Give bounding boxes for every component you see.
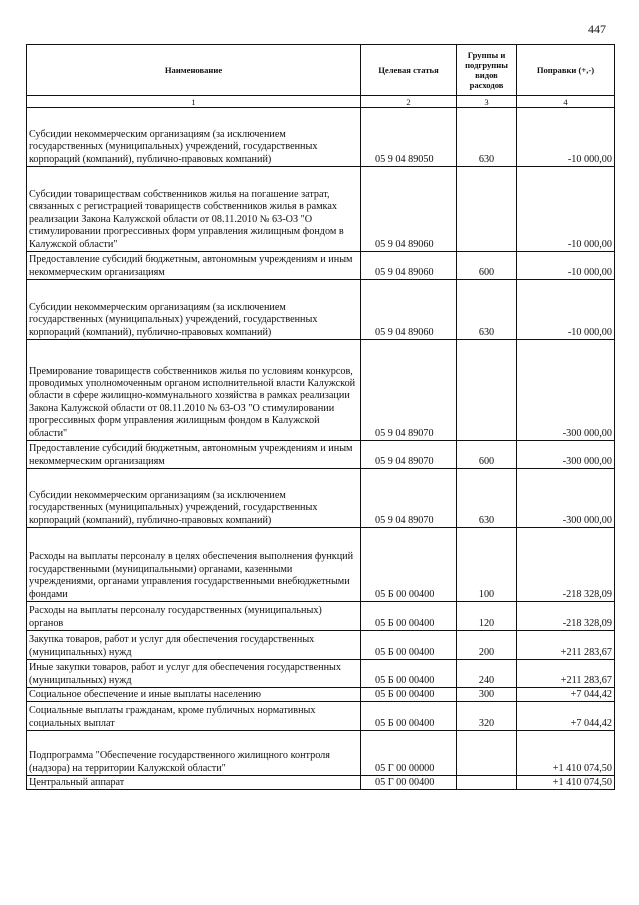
row-amount: +7 044,42	[517, 702, 615, 731]
row-name: Подпрограмма "Обеспечение государственного жилищного контроля (надзора) на территории Калужской области"	[27, 731, 361, 776]
header-name: Наименование	[27, 45, 361, 96]
row-group	[457, 167, 517, 252]
row-name: Социальное обеспечение и иные выплаты населению	[27, 688, 361, 702]
row-amount: +211 283,67	[517, 660, 615, 688]
table-row	[27, 528, 615, 602]
table-row	[27, 167, 615, 252]
row-group: 600	[457, 441, 517, 469]
row-code: 05 9 04 89070	[361, 469, 457, 528]
row-name: Расходы на выплаты персоналу государственных (муниципальных) органов	[27, 602, 361, 631]
row-amount: -10 000,00	[517, 167, 615, 252]
row-name: Закупка товаров, работ и услуг для обеспечения государственных (муниципальных) нужд	[27, 631, 361, 660]
budget-amendments-table	[26, 44, 615, 790]
table-row	[27, 108, 615, 167]
row-name: Субсидии некоммерческим организациям (за исключением государственных (муниципальных) учреждений, государственных корпораций (компаний), публично-правовых компаний)	[27, 469, 361, 528]
row-amount: -10 000,00	[517, 252, 615, 280]
row-code: 05 9 04 89060	[361, 252, 457, 280]
table-row	[27, 280, 615, 340]
row-amount: -300 000,00	[517, 340, 615, 441]
row-name: Социальные выплаты гражданам, кроме публичных нормативных социальных выплат	[27, 702, 361, 731]
table-row	[27, 688, 615, 702]
row-code: 05 9 04 89070	[361, 340, 457, 441]
row-group: 300	[457, 688, 517, 702]
table-row	[27, 660, 615, 688]
row-name: Премирование товариществ собственников жилья по условиям конкурсов, проводимых уполномоченным органом исполнительной власти Калужской области в сфере жилищно-коммунального хозяйства в рамках реализации Закона Калужской области от 08.11.2010 № 63-ОЗ "О стимулировании прогрессивных форм управления жилищным фондом в Калужской области"	[27, 340, 361, 441]
row-amount: -218 328,09	[517, 602, 615, 631]
row-amount: +7 044,42	[517, 688, 615, 702]
column-number: 4	[517, 96, 615, 108]
row-code: 05 9 04 89050	[361, 108, 457, 167]
row-code: 05 Г 00 00000	[361, 731, 457, 776]
row-code: 05 Б 00 00400	[361, 660, 457, 688]
row-name: Предоставление субсидий бюджетным, автономным учреждениям и иным некоммерческим организациям	[27, 441, 361, 469]
row-group: 600	[457, 252, 517, 280]
table-row	[27, 441, 615, 469]
row-code: 05 Б 00 00400	[361, 631, 457, 660]
table-row	[27, 252, 615, 280]
row-code: 05 Г 00 00400	[361, 776, 457, 790]
row-group	[457, 731, 517, 776]
table-row	[27, 731, 615, 776]
row-name: Расходы на выплаты персоналу в целях обеспечения выполнения функций государственными (муниципальными) органами, казенными учреждениями, органами управления государственными внебюджетными фондами	[27, 528, 361, 602]
row-group: 100	[457, 528, 517, 602]
header-target: Целевая статья	[361, 45, 457, 96]
row-group: 200	[457, 631, 517, 660]
row-amount: -10 000,00	[517, 280, 615, 340]
page-number: 447	[588, 22, 606, 36]
row-group	[457, 340, 517, 441]
row-amount: +1 410 074,50	[517, 731, 615, 776]
table-row	[27, 340, 615, 441]
column-number: 3	[457, 96, 517, 108]
row-group: 630	[457, 108, 517, 167]
row-group	[457, 776, 517, 790]
row-name: Иные закупки товаров, работ и услуг для обеспечения государственных (муниципальных) нужд	[27, 660, 361, 688]
row-amount: -300 000,00	[517, 441, 615, 469]
table-row	[27, 702, 615, 731]
column-number: 2	[361, 96, 457, 108]
row-code: 05 Б 00 00400	[361, 702, 457, 731]
row-amount: +1 410 074,50	[517, 776, 615, 790]
column-number-row	[27, 96, 615, 108]
row-code: 05 Б 00 00400	[361, 688, 457, 702]
row-group: 120	[457, 602, 517, 631]
header-groups: Группы и подгрупны видов расходов	[457, 45, 517, 96]
row-group: 630	[457, 280, 517, 340]
row-amount: -300 000,00	[517, 469, 615, 528]
row-name: Субсидии товариществам собственников жилья на погашение затрат, связанных с регистрацией товариществ собственников жилья в рамках реализации Закона Калужской области от 08.11.2010 № 63-ОЗ "О стимулировании прогрессивных форм управления жилищным фондом в Калужской области"	[27, 167, 361, 252]
row-amount: +211 283,67	[517, 631, 615, 660]
table-row	[27, 631, 615, 660]
row-amount: -218 328,09	[517, 528, 615, 602]
table-row	[27, 602, 615, 631]
row-name: Субсидии некоммерческим организациям (за исключением государственных (муниципальных) учреждений, государственных корпораций (компаний), публично-правовых компаний)	[27, 108, 361, 167]
header-row	[27, 45, 615, 96]
row-name: Субсидии некоммерческим организациям (за исключением государственных (муниципальных) учреждений, государственных корпораций (компаний), публично-правовых компаний)	[27, 280, 361, 340]
row-code: 05 9 04 89070	[361, 441, 457, 469]
row-code: 05 Б 00 00400	[361, 528, 457, 602]
row-code: 05 Б 00 00400	[361, 602, 457, 631]
row-name: Предоставление субсидий бюджетным, автономным учреждениям и иным некоммерческим организациям	[27, 252, 361, 280]
header-amendments: Поправки (+,-)	[517, 45, 615, 96]
column-number: 1	[27, 96, 361, 108]
row-amount: -10 000,00	[517, 108, 615, 167]
row-code: 05 9 04 89060	[361, 167, 457, 252]
row-code: 05 9 04 89060	[361, 280, 457, 340]
row-group: 240	[457, 660, 517, 688]
table-row	[27, 469, 615, 528]
table-row	[27, 776, 615, 790]
row-name: Центральный аппарат	[27, 776, 361, 790]
row-group: 320	[457, 702, 517, 731]
row-group: 630	[457, 469, 517, 528]
